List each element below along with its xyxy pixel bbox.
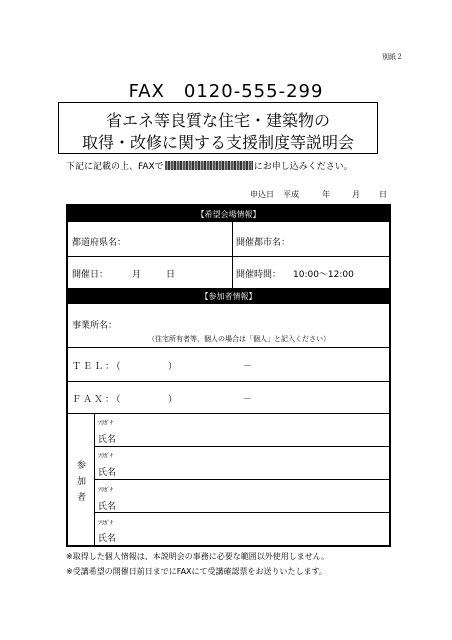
participant-section-header: 【参加者情報】: [68, 288, 389, 304]
fax-number-heading: FAX 0120-555-299: [128, 81, 324, 102]
application-date-year: 年: [322, 190, 330, 199]
application-form: [66, 204, 391, 547]
redacted-block: [165, 161, 253, 170]
attendee-side-char-2: 加: [77, 477, 87, 487]
note-line: ※取得した個人情報は、本説明会の事務に必要な範囲以外使用しません。: [66, 552, 330, 561]
attendee-name-label: 氏名: [98, 468, 117, 478]
title-line-2: 取得・改修に関する支援制度等説明会: [81, 133, 354, 152]
venue-row-divider: [68, 256, 389, 257]
attendee-name-label: 氏名: [98, 534, 117, 544]
application-date-era: 平成: [283, 190, 299, 199]
venue-divider: [232, 222, 233, 288]
instruction-prefix: 下記に記載の上、FAXで: [66, 162, 164, 172]
date-day: 日: [166, 270, 176, 280]
city-label: 開催都市名：: [236, 238, 291, 248]
application-date-day: 日: [379, 190, 387, 199]
instruction-text: [66, 159, 353, 172]
office-row-divider: [68, 347, 389, 348]
attendee-furigana-label: ﾌﾘｶﾞﾅ: [98, 487, 114, 494]
attendee-row-divider: [94, 446, 389, 447]
tel-label: ＴＥＬ：（: [72, 362, 123, 372]
attendee-side-char-3: 者: [77, 493, 87, 503]
fax-close-paren: ）: [168, 395, 178, 405]
time-label: 開催時間：: [236, 270, 282, 280]
attendee-furigana-label: ﾌﾘｶﾞﾅ: [98, 420, 114, 427]
title-box: [58, 102, 378, 154]
tel-row-divider: [68, 381, 389, 382]
office-note: （住宅所有者等、個人の場合は「個人」と記入ください）: [148, 335, 330, 343]
attendee-name-label: 氏名: [98, 435, 117, 445]
attendee-side-char-1: 参: [77, 461, 87, 471]
fax-dash: －: [243, 395, 253, 405]
application-date-month: 月: [352, 190, 360, 199]
venue-section-header: 【希望会場情報】: [68, 206, 389, 222]
attendee-name-label: 氏名: [98, 502, 117, 512]
time-value: 10:00～12:00: [293, 270, 354, 280]
attendee-row-divider: [94, 479, 389, 480]
attendee-furigana-label: ﾌﾘｶﾞﾅ: [98, 453, 114, 460]
note-line: ※受講希望の開催日前日までにFAXにて受講確認票をお送りいたします。: [66, 567, 327, 576]
title-line-1: 省エネ等良質な住宅・建築物の: [105, 111, 330, 130]
date-label: 開催日：: [72, 270, 109, 280]
prefecture-label: 都道府県名：: [72, 238, 127, 248]
tel-close-paren: ）: [168, 362, 178, 372]
office-label: 事業所名：: [72, 321, 118, 331]
attendee-row-divider: [94, 512, 389, 513]
instruction-suffix: にお申し込みください。: [253, 162, 353, 172]
application-date-label: 申込日: [250, 190, 274, 199]
fax-row-divider: [68, 413, 389, 414]
attendee-furigana-label: ﾌﾘｶﾞﾅ: [98, 520, 114, 527]
date-month: 月: [132, 270, 142, 280]
fax-label: ＦＡＸ：（: [72, 395, 123, 405]
tel-dash: －: [243, 362, 253, 372]
annex-label: 別紙２: [382, 53, 403, 61]
